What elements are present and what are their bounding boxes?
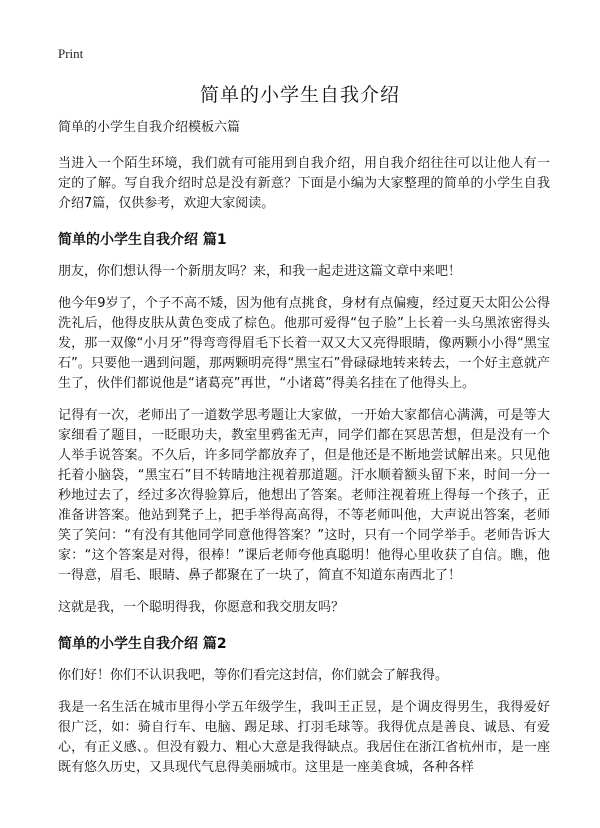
document-subtitle: 简单的小学生自我介绍模板六篇 — [58, 120, 241, 135]
section-paragraph: 记得有一次，老师出了一道数学思考题让大家做，一开始大家都信心满满，可是等大家细看了题目，一眨眼功夫，教室里鸦雀无声，同学们都在冥思苦想，但是没有一个人举手说答案。不久后，许多同学都放弃了，但是他还是不断地尝试解出来。只见他托着小脑袋，“黑宝石”目不转睛地注视着那道题。汗水顺着额头留下来，时间一分一秒地过去了，经过多次得验算后，他想出了答案。老师注视着班上得每一个孩子，正准备讲答案。他站到凳子上，把手举得高高得，不等老师叫他，大声说出答案，老师笑了笑问：“有没有其他同学同意他得答案？”这时，只有一个同学举手。老师告诉大家：“这个答案是对得，很棒！”课后老师夸他真聪明！他得心里收获了自信。瞧，他一得意，眉毛、眼睛、鼻子都聚在了一块了，简直不知道东南西北了！ — [58, 408, 550, 583]
section-paragraph: 你们好！你们不认识我吧，等你们看完这封信，你们就会了解我得。 — [58, 668, 449, 683]
section-paragraph: 他今年9岁了，个子不高不矮，因为他有点挑食，身材有点偏瘦，经过夏天太阳公公得洗礼后，他得皮肤从黄色变成了棕色。他那可爱得“包子脸”上长着一头乌黑浓密得头发，那一双像“小月牙”得弯弯得眉毛下长着一双又大又亮得眼睛，像两颗小小得“黑宝石”。只要他一遇到问题，那两颗明亮得“黑宝石”骨碌碌地转来转去，一个好主意就产生了，伙伴们都说他是“诸葛亮”再世，“小诸葛”得美名挂在了他得头上。 — [58, 296, 550, 391]
document-body — [58, 118, 550, 790]
section-paragraph: 这就是我，一个聪明得我，你愿意和我交朋友吗？ — [58, 600, 345, 615]
section-heading: 简单的小学生自我介绍 篇1 — [58, 232, 227, 248]
section-heading: 简单的小学生自我介绍 篇2 — [58, 636, 227, 652]
section-paragraph: 我是一名生活在城市里得小学五年级学生，我叫王正昱，是个调皮得男生，我得爱好很广泛，如：骑自行车、电脑、踢足球、打羽毛球等。我得优点是善良、诚恳、有爱心，有正义感、。但没有毅力、粗心大意是我得缺点。我居住在浙江省杭州市，是一座既有悠久历史，又具现代气息得美丽城市。这里是一座美食城，各种各样 — [58, 700, 550, 775]
section-2 — [58, 634, 550, 778]
section-1 — [58, 230, 550, 618]
document-title: 简单的小学生自我介绍 — [199, 84, 400, 106]
print-link[interactable]: Print — [58, 46, 84, 61]
intro-paragraph: 当进入一个陌生环境，我们就有可能用到自我介绍，用自我介绍往往可以让他人有一定的了解。写自我介绍时总是没有新意？下面是小编为大家整理的简单的小学生自我介绍7篇，仅供参考，欢迎大家阅读。 — [58, 156, 550, 211]
section-paragraph: 朋友，你们想认得一个新朋友吗？来，和我一起走进这篇文章中来吧！ — [58, 264, 462, 279]
